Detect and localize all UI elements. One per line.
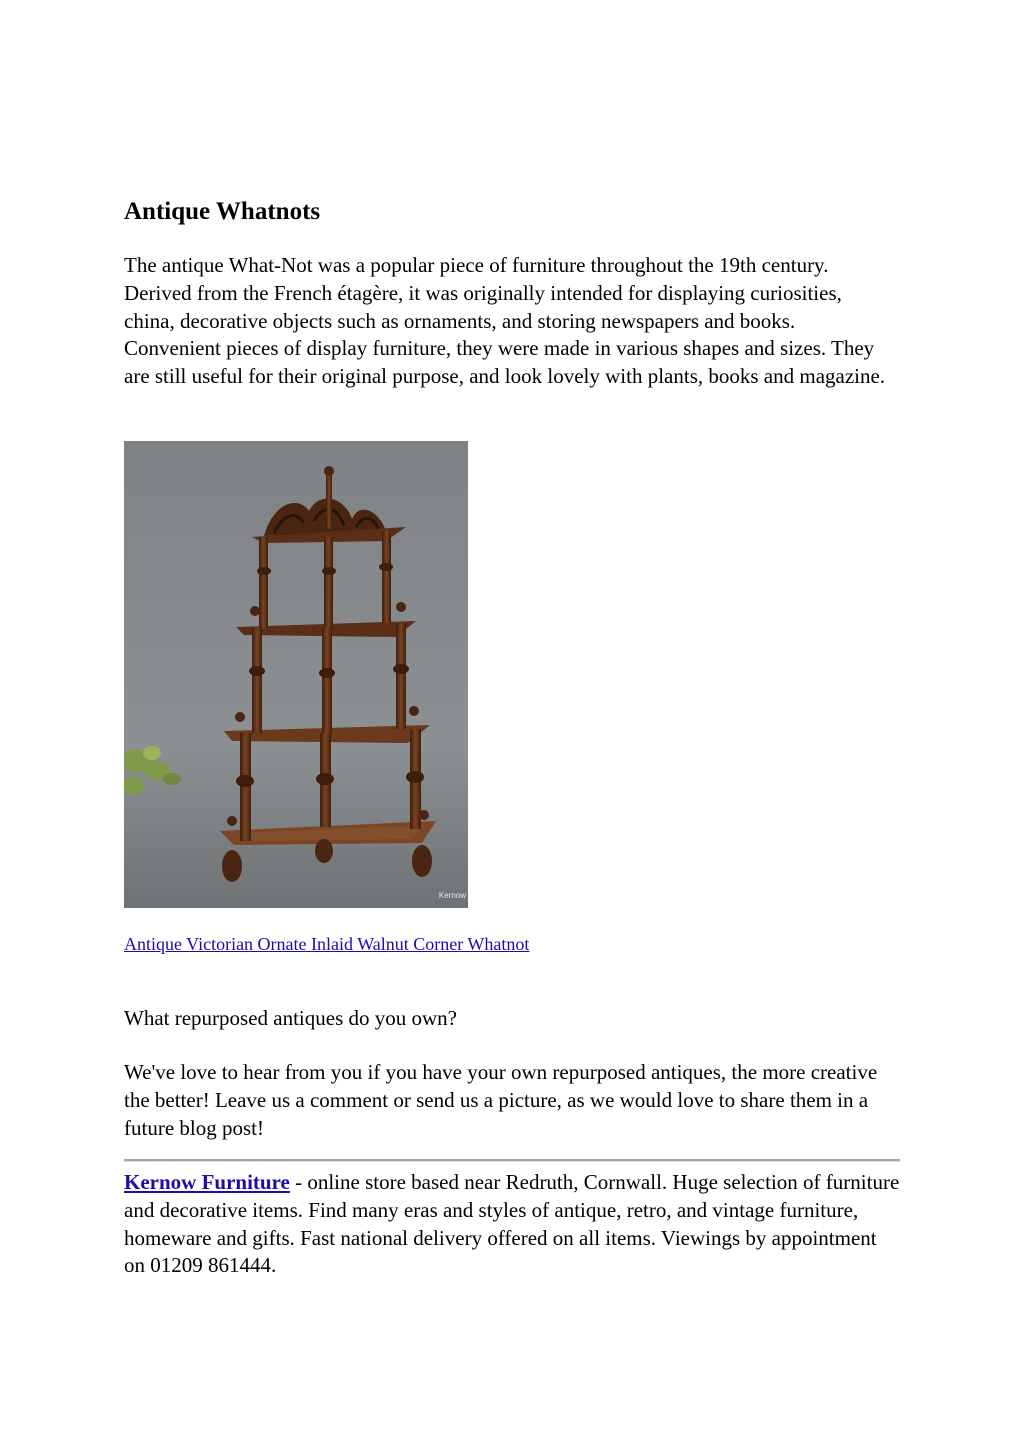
invite-paragraph: We've love to hear from you if you have your own repurposed antiques, the more creative the better! Leave us a comment or send us a picture, as we would love to share them in a future blog post! <box>124 1060 878 1140</box>
image-caption <box>124 932 529 956</box>
article-title: Antique Whatnots <box>124 198 321 225</box>
kernow-furniture-link[interactable]: Kernow Furniture <box>124 1170 290 1194</box>
footer-divider <box>124 1159 900 1162</box>
footer-description: - online store based near Redruth, Cornwall. Huge selection of furniture and decorative items. Find many eras and styles of antique, retro, and vintage furniture, homeware and gifts. Fast national delivery offered on all items. Viewings by appointment on 01209 861444. <box>124 1170 900 1278</box>
photo-watermark: Kernow <box>438 891 466 900</box>
whatnot-photo[interactable] <box>124 441 468 908</box>
intro-paragraph: The antique What-Not was a popular piece of furniture throughout the 19th century. Derived from the French étagère, it was originally intended for displaying curiosities, china, decorative objects such as ornaments, and storing newspapers and books. Convenient pieces of display furniture, they were made in various shapes and sizes. They are still useful for their original purpose, and look lovely with plants, books and magazine. <box>124 253 886 389</box>
caption-link[interactable]: Antique Victorian Ornate Inlaid Walnut Corner Whatnot <box>124 934 530 954</box>
whatnot-illustration <box>124 441 468 908</box>
footer-paragraph <box>124 1169 900 1280</box>
question-text: What repurposed antiques do you own? <box>124 1006 457 1030</box>
